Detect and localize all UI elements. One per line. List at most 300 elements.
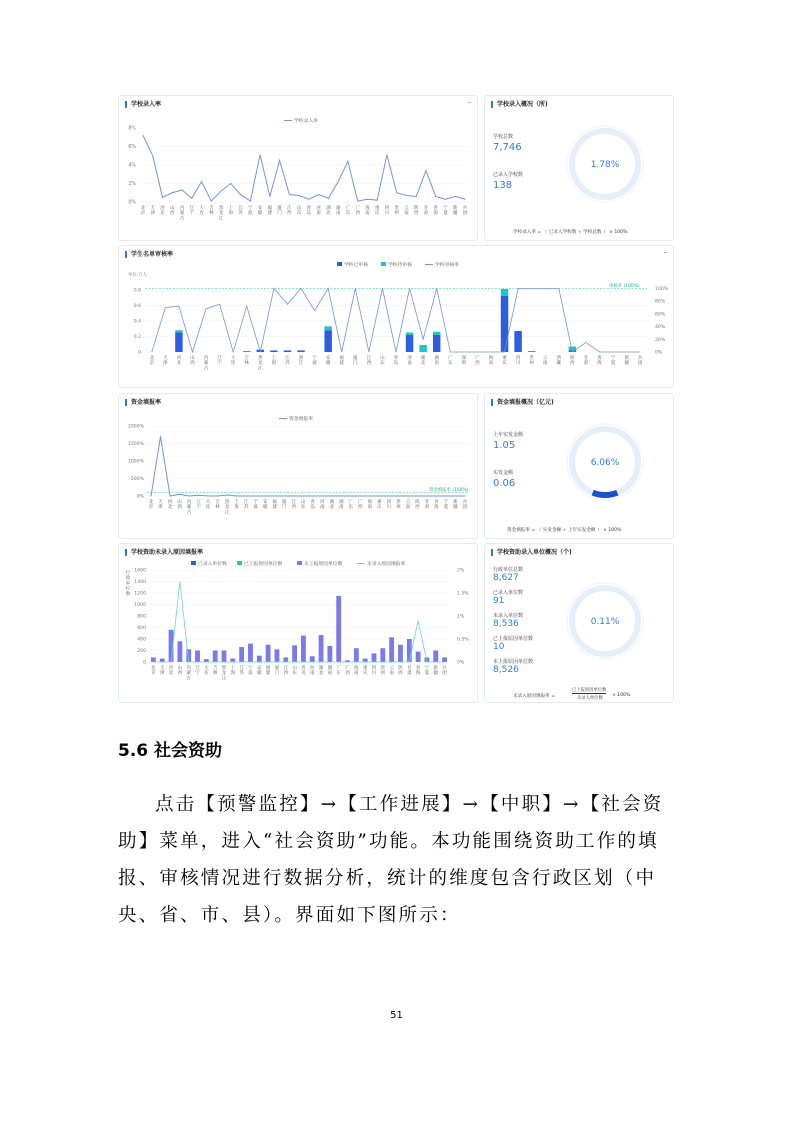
x-tick-label: 北 <box>151 666 156 671</box>
section-heading: 5.6 社会资助 <box>118 741 223 761</box>
x-tick-label: 北 <box>176 361 182 367</box>
bar-unreported <box>257 656 262 662</box>
x-tick-label: 西 <box>291 505 296 511</box>
x-tick-label: 东 <box>348 505 354 511</box>
x-tick-label: 龙 <box>224 505 230 511</box>
x-tick-label: 州 <box>380 671 386 677</box>
x-tick-label: 南 <box>335 211 341 217</box>
x-tick-label: 福 <box>265 666 271 671</box>
x-tick-label: 庆 <box>362 671 368 677</box>
x-tick-label: 山 <box>301 500 306 505</box>
x-tick-label: 岛 <box>310 505 315 511</box>
bar-pending <box>175 330 182 332</box>
x-tick-label: 广 <box>358 500 363 505</box>
x-tick-label: 深 <box>461 356 467 361</box>
y-tick-label: 4% <box>128 163 136 169</box>
legend-label: 学校审核率 <box>435 263 459 268</box>
data-point <box>179 494 180 495</box>
x-tick-label: 南 <box>389 671 394 677</box>
x-tick-label: 山 <box>292 666 297 671</box>
x-tick-label: 河 <box>320 500 325 505</box>
fund-report-rate-card <box>118 393 478 539</box>
fund-report-rate-chart <box>119 394 478 539</box>
formula: 学校录入率 = （ 已录入学校数 ÷ 学校总数 ） × 100% <box>513 230 628 235</box>
x-tick-label: 辽 <box>189 206 194 211</box>
y-tick-label: 0.8 <box>133 288 141 294</box>
x-tick-label: 北 <box>329 505 334 511</box>
x-tick-label: 圳 <box>461 361 467 367</box>
series-line <box>151 437 465 497</box>
bar-unreported <box>389 637 394 662</box>
x-tick-label: 波 <box>248 671 253 677</box>
y2-tick-label: 1% <box>457 614 465 620</box>
x-tick-label: 青 <box>306 206 312 211</box>
y2-tick-label: 100% <box>655 286 669 292</box>
x-tick-label: 南 <box>407 361 412 367</box>
data-point <box>465 199 466 200</box>
x-tick-label: 青 <box>310 500 315 505</box>
y-tick-label: 1600 <box>134 568 146 574</box>
x-tick-label: 兵 <box>462 206 468 211</box>
stat-value: 91 <box>493 596 505 606</box>
data-point <box>198 495 199 496</box>
stat-label: 已录入学校数 <box>493 172 524 178</box>
stat-value: 7,746 <box>493 142 522 153</box>
data-point <box>388 496 389 497</box>
ring-percent: 1.78% <box>590 160 620 170</box>
x-tick-label: 海 <box>234 505 239 511</box>
x-tick-label: 海 <box>365 206 370 211</box>
data-point <box>299 195 300 196</box>
x-tick-label: 大 <box>205 500 211 505</box>
x-tick-label: 苏 <box>243 505 249 511</box>
x-tick-label: 徽 <box>325 361 331 367</box>
x-tick-label: 西 <box>570 361 575 367</box>
x-tick-label: 山 <box>177 500 182 505</box>
bar-unreported <box>354 648 359 662</box>
x-tick-label: 安 <box>325 356 331 361</box>
school-entry-overview-card <box>484 95 674 241</box>
x-tick-label: 山 <box>170 206 175 211</box>
card-title: 资金填报率 <box>125 399 161 406</box>
data-point <box>289 194 290 195</box>
x-tick-label: 江 <box>218 216 224 222</box>
x-tick-label: 海 <box>415 671 421 677</box>
x-tick-label: 南 <box>354 671 359 677</box>
section-paragraph: 点击【预警监控】→【工作进展】→【中职】→【社会资助】菜单，进入“社会资助”功能。本功能围绕资助工作的填报、审核情况进行数据分析，统计的维度包含行政区划（中央、省、市、县）。界面如下图所示： <box>118 794 664 926</box>
x-tick-label: 宁 <box>217 361 222 367</box>
y-tick-label: 2000% <box>127 424 144 430</box>
y-tick-label: 8% <box>128 126 136 132</box>
x-tick-label: 福 <box>272 500 277 505</box>
x-tick-label: 南 <box>367 505 373 511</box>
x-tick-label: 贵 <box>529 356 534 361</box>
x-tick-label: 海 <box>488 356 494 361</box>
data-point <box>318 194 319 195</box>
bar-pending <box>501 289 508 296</box>
x-tick-label: 上 <box>271 356 277 361</box>
data-point <box>426 496 427 497</box>
x-tick-label: 北 <box>160 211 165 217</box>
bar-unreported <box>433 651 438 663</box>
x-tick-label: 重 <box>377 500 382 505</box>
data-point <box>191 198 192 199</box>
x-tick-label: 福 <box>339 356 344 361</box>
data-point <box>143 135 144 136</box>
data-point <box>350 496 351 497</box>
x-tick-label: 湖 <box>327 666 333 671</box>
more-icon[interactable]: ··· <box>663 249 667 257</box>
x-tick-label: 青 <box>415 666 421 671</box>
x-tick-label: 海 <box>367 500 373 505</box>
x-tick-label: 西 <box>358 505 363 511</box>
x-tick-label: 上 <box>230 666 236 671</box>
x-tick-label: 大 <box>204 666 209 671</box>
y-tick-label: 800 <box>137 614 146 620</box>
x-tick-label: 福 <box>267 206 273 211</box>
bar-pending <box>324 326 331 330</box>
data-point <box>160 436 161 437</box>
x-tick-label: 蒙 <box>186 671 191 677</box>
data-point <box>151 496 152 497</box>
bar-unreported <box>275 649 280 662</box>
x-tick-label: 天 <box>158 500 163 505</box>
x-tick-label: 门 <box>282 505 287 511</box>
stat-value: 10 <box>493 642 505 652</box>
x-tick-label: 东 <box>336 671 341 677</box>
x-tick-label: 广 <box>345 206 351 211</box>
bar-reviewed <box>324 330 331 352</box>
data-point <box>303 496 304 497</box>
x-tick-label: 波 <box>248 211 253 217</box>
bar-unreported <box>319 635 324 662</box>
x-tick-label: 肃 <box>407 671 412 677</box>
data-point <box>347 161 348 162</box>
data-point <box>211 201 212 202</box>
x-tick-label: 辽 <box>217 356 222 361</box>
x-tick-label: 京 <box>151 671 156 677</box>
x-tick-label: 贵 <box>380 666 386 671</box>
y-tick-label: 0 <box>138 350 141 356</box>
data-point <box>308 199 309 200</box>
data-point <box>338 181 339 182</box>
bar-unreported <box>213 651 218 663</box>
x-tick-label: 四 <box>515 356 521 361</box>
bar-unreported <box>266 645 271 662</box>
series-line <box>143 135 465 201</box>
x-tick-label: 南 <box>405 505 411 511</box>
x-tick-label: 南 <box>310 671 315 677</box>
x-tick-label: 东 <box>380 361 385 367</box>
data-point <box>182 189 183 190</box>
x-tick-label: 西 <box>366 361 372 367</box>
stat-label: 上年实发金额 <box>493 432 524 438</box>
x-tick-label: 海 <box>271 361 277 367</box>
x-tick-label: 吉 <box>209 206 214 211</box>
x-tick-label: 广 <box>355 206 360 211</box>
x-tick-label: 北 <box>140 206 146 211</box>
bar-reviewed <box>297 350 304 352</box>
x-tick-label: 湖 <box>339 500 344 505</box>
x-tick-label: 西 <box>398 671 403 677</box>
x-tick-label: 夏 <box>610 361 616 367</box>
x-tick-label: 吉 <box>244 356 249 361</box>
data-point <box>152 155 153 156</box>
x-tick-label: 甘 <box>583 356 589 361</box>
data-point <box>201 181 202 182</box>
x-tick-label: 徽 <box>262 505 268 511</box>
x-tick-label: 河 <box>316 206 321 211</box>
x-tick-label: 西 <box>177 505 182 511</box>
data-point <box>445 199 446 200</box>
x-tick-label: 川 <box>371 671 377 677</box>
unit-entry-overview-card <box>484 543 674 703</box>
x-tick-label: 西 <box>170 211 175 217</box>
x-tick-label: 江 <box>366 356 372 361</box>
x-tick-label: 云 <box>404 206 409 211</box>
data-point <box>208 496 209 497</box>
x-tick-label: 林 <box>209 211 214 217</box>
bar-pending <box>419 345 426 352</box>
bar-pending <box>433 332 440 335</box>
x-tick-label: 吉 <box>215 500 220 505</box>
x-tick-label: 川 <box>384 211 390 217</box>
data-point <box>269 196 270 197</box>
x-tick-label: 陕 <box>570 356 575 361</box>
x-tick-label: 南 <box>316 211 321 217</box>
x-tick-label: 厦 <box>282 500 287 505</box>
stat-value: 8,526 <box>493 665 519 675</box>
data-point <box>435 196 436 197</box>
x-tick-label: 重 <box>502 356 507 361</box>
data-point <box>369 496 370 497</box>
bar-reviewed <box>433 335 440 352</box>
x-tick-label: 津 <box>160 671 165 677</box>
x-tick-label: 北 <box>326 211 331 217</box>
x-tick-label: 江 <box>224 510 230 516</box>
x-tick-label: 南 <box>365 211 370 217</box>
y2-tick-label: 40% <box>655 325 666 331</box>
x-tick-label: 东 <box>296 211 302 217</box>
data-point <box>367 199 368 200</box>
x-tick-label: 建 <box>272 505 277 511</box>
y-tick-label: 0% <box>136 494 144 500</box>
bar-unreported <box>283 657 288 662</box>
x-tick-label: 内 <box>179 206 185 211</box>
legend-swatch <box>237 561 242 565</box>
x-tick-label: 新 <box>433 666 438 671</box>
x-tick-label: 津 <box>158 505 163 511</box>
x-tick-label: 建 <box>339 361 344 367</box>
x-tick-label: 夏 <box>443 505 449 511</box>
y-tick-label: 0.2 <box>133 334 141 340</box>
x-tick-label: 新 <box>453 500 458 505</box>
x-tick-label: 京 <box>149 361 154 367</box>
x-tick-label: 四 <box>371 666 377 671</box>
x-tick-label: 建 <box>265 671 271 677</box>
bar-unreported <box>336 596 341 662</box>
data-point <box>274 496 275 497</box>
more-icon[interactable]: ··· <box>467 99 471 107</box>
left-axis-unit: 政 <box>125 576 131 582</box>
x-tick-label: 夏 <box>443 211 448 217</box>
x-tick-label: 大 <box>199 206 204 211</box>
y2-tick-label: 20% <box>655 337 666 343</box>
school-entry-rate-card <box>118 95 478 241</box>
x-tick-label: 建 <box>267 211 273 217</box>
data-point <box>417 496 418 497</box>
x-tick-label: 安 <box>257 206 263 211</box>
x-tick-label: 藏 <box>556 361 562 367</box>
x-tick-label: 西 <box>345 671 350 677</box>
data-point <box>293 496 294 497</box>
x-tick-label: 北 <box>148 500 154 505</box>
left-axis-unit: 单位:万人 <box>128 273 148 278</box>
data-point <box>217 496 218 497</box>
x-tick-label: 山 <box>380 356 385 361</box>
bar-unreported <box>239 647 244 662</box>
x-tick-label: 肃 <box>583 361 589 367</box>
data-point <box>227 494 228 495</box>
unentered-reason-chart <box>119 544 478 703</box>
x-tick-label: 肃 <box>423 211 429 217</box>
x-tick-label: 广 <box>475 356 480 361</box>
y-tick-label: 0.6 <box>133 303 141 309</box>
x-tick-label: 南 <box>404 211 409 217</box>
x-tick-label: 厦 <box>353 356 358 361</box>
x-tick-label: 江 <box>283 666 288 671</box>
x-tick-label: 江 <box>285 356 290 361</box>
x-tick-label: 北 <box>420 361 426 367</box>
y-tick-label: 6% <box>128 145 136 150</box>
stat-value: 8,536 <box>493 619 519 629</box>
x-tick-label: 天 <box>160 666 165 671</box>
data-point <box>221 190 222 191</box>
data-point <box>455 496 456 497</box>
x-tick-label: 京 <box>148 505 154 511</box>
x-tick-label: 江 <box>291 500 296 505</box>
data-point <box>322 496 323 497</box>
progress-ring <box>485 96 674 241</box>
bar-unreported <box>177 641 182 662</box>
y-tick-label: 0 <box>143 660 146 666</box>
ring-percent: 6.06% <box>590 458 620 468</box>
stat-label: 未录入单位数 <box>493 613 524 619</box>
x-tick-label: 州 <box>394 211 399 217</box>
x-tick-label: 天 <box>163 356 168 361</box>
x-tick-label: 江 <box>239 666 244 671</box>
x-tick-label: 河 <box>168 666 174 671</box>
x-tick-label: 岛 <box>393 361 399 367</box>
x-tick-label: 团 <box>638 361 643 367</box>
x-tick-label: 上 <box>228 206 234 211</box>
x-tick-label: 古 <box>186 676 191 682</box>
legend-label: 资金填报率 <box>289 417 313 422</box>
y2-tick-label: 0% <box>655 350 663 356</box>
y-tick-label: 1400 <box>134 580 146 585</box>
formula: 资金填报率 = （ 实发金额 ÷ 上年实发金额 ） × 100% <box>507 528 622 533</box>
x-tick-label: 疆 <box>433 671 438 677</box>
x-tick-label: 团 <box>442 671 447 677</box>
card-title: 资金填报概况（亿元) <box>491 399 554 406</box>
x-tick-label: 黑 <box>221 666 227 671</box>
x-tick-label: 西 <box>355 211 360 217</box>
x-tick-label: 河 <box>310 666 315 671</box>
data-point <box>284 496 285 497</box>
x-tick-label: 龙 <box>221 671 227 677</box>
x-tick-label: 京 <box>140 211 146 217</box>
x-tick-label: 连 <box>205 505 211 511</box>
x-tick-label: 西 <box>177 671 183 677</box>
x-tick-label: 疆 <box>624 361 629 367</box>
x-tick-label: 山 <box>177 666 183 671</box>
card-title: 学生名单审核率 <box>125 251 173 258</box>
dashboard-screenshot <box>118 95 674 705</box>
x-tick-label: 湖 <box>420 356 426 361</box>
x-tick-label: 湖 <box>335 206 341 211</box>
x-tick-label: 海 <box>433 211 438 217</box>
x-tick-label: 宁 <box>443 500 449 505</box>
x-tick-label: 甘 <box>423 206 429 211</box>
y2-tick-label: 0% <box>457 660 465 666</box>
x-tick-label: 四 <box>384 206 390 211</box>
y-tick-label: 0.4 <box>133 319 141 325</box>
x-tick-label: 古 <box>203 366 209 372</box>
x-tick-label: 内 <box>186 500 192 505</box>
data-point <box>328 198 329 199</box>
x-tick-label: 江 <box>298 361 304 367</box>
y-tick-label: 1500% <box>127 442 144 447</box>
x-tick-label: 苏 <box>285 361 290 367</box>
bar-reviewed <box>528 351 535 352</box>
bar-unreported <box>310 656 315 662</box>
x-tick-label: 安 <box>257 666 262 671</box>
x-tick-label: 青 <box>393 356 399 361</box>
y2-tick-label: 1.5% <box>457 591 469 597</box>
legend-label: 未上报原因单位数 <box>304 562 343 567</box>
x-tick-label: 西 <box>475 361 480 367</box>
x-tick-label: 广 <box>336 666 341 671</box>
student-list-audit-card <box>118 245 674 388</box>
bar-unreported <box>160 659 165 662</box>
data-point <box>312 496 313 497</box>
y-tick-label: 2% <box>128 182 136 187</box>
x-tick-label: 肃 <box>424 505 430 511</box>
x-tick-label: 疆 <box>453 505 458 511</box>
x-tick-label: 江 <box>258 366 263 372</box>
stat-label: 已上报原因单位数 <box>493 636 534 642</box>
x-tick-label: 连 <box>199 211 204 217</box>
x-tick-label: 青 <box>301 666 306 671</box>
x-tick-label: 辽 <box>195 666 200 671</box>
x-tick-label: 吉 <box>212 666 218 671</box>
x-tick-label: 河 <box>176 356 182 361</box>
x-tick-label: 南 <box>488 361 494 367</box>
x-tick-label: 林 <box>215 505 220 511</box>
x-tick-label: 庆 <box>502 361 507 367</box>
x-tick-label: 东 <box>448 361 453 367</box>
x-tick-label: 庆 <box>377 505 382 511</box>
bar-unreported <box>230 659 235 662</box>
legend-swatch <box>337 262 342 266</box>
x-tick-label: 黑 <box>224 500 230 505</box>
target-label: 审核率 (100%) <box>609 283 640 289</box>
data-point <box>357 201 358 202</box>
left-axis-unit: 位 <box>125 586 131 592</box>
left-axis-unit: 单 <box>125 581 131 587</box>
x-tick-label: 安 <box>262 500 268 505</box>
data-point <box>172 192 173 193</box>
